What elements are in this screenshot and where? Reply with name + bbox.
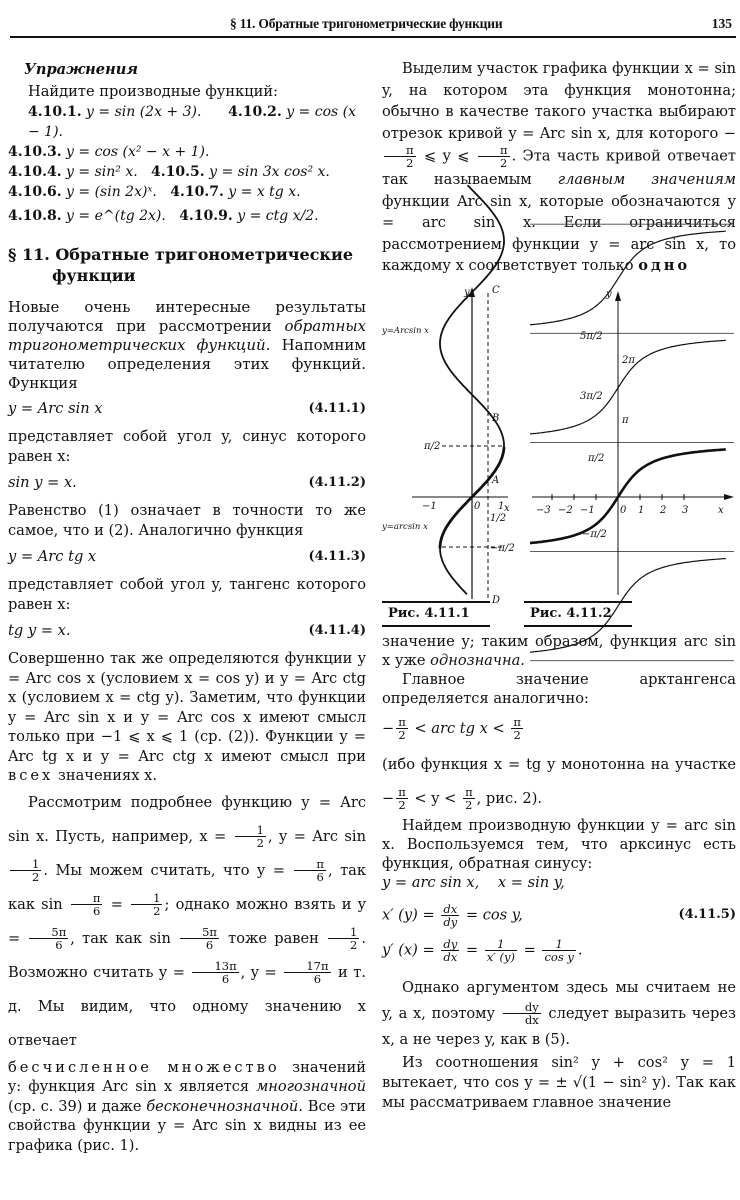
text: < y <: [409, 789, 462, 807]
equation-number: (4.11.2): [308, 475, 366, 490]
label-arcsin: y=arcsin x: [382, 521, 428, 532]
equation: y′ (x) = $\frac{dy}{dx}$ = $\frac{1}{x' (y)}$ = $\frac{1}{\text{cos y}}$ .: [382, 936, 583, 964]
point-B: B: [492, 412, 500, 424]
equation-number: (4.11.5): [678, 907, 736, 922]
frac-num: dy: [503, 1001, 541, 1014]
text: следует выразить через x, а не через y, как в (5).: [382, 1004, 736, 1048]
exercise-number: 4.10.1.: [28, 104, 82, 120]
equation-4-11-1: [8, 399, 366, 419]
exercise-number: 4.10.6.: [8, 184, 62, 200]
frac-num: 1: [131, 892, 162, 905]
text: значений y: функция Arc sin x является: [8, 1058, 366, 1095]
spaced-emphasis: всех: [8, 767, 54, 784]
equation-number: (4.11.4): [308, 623, 366, 638]
text: , так как sin: [8, 861, 366, 913]
page-number: 135: [711, 16, 732, 31]
x-axis-label: x: [504, 502, 510, 514]
exercise-number: 4.10.8.: [8, 208, 62, 224]
text: Новые очень интересные результаты получаются при рассмотрении: [8, 298, 366, 335]
exercise-expr: y = (sin 2x)ˣ.: [66, 184, 157, 200]
frac-den: 2: [153, 904, 161, 918]
label-pi-half: π/2: [588, 452, 605, 464]
paragraph: Главное значение арктангенса определяется аналогично:: [382, 670, 736, 707]
x-axis-label: x: [718, 504, 724, 516]
exercise-number: 4.10.5.: [151, 164, 205, 180]
spaced-emphasis: бесчисленное множество: [8, 1058, 280, 1076]
text: ⩽ y ⩽: [417, 147, 476, 165]
text: значение y; таким образом, функция arc sin x уже: [382, 632, 736, 669]
equation-4-11-3: [8, 547, 366, 567]
exercise-expr: y = e^(tg 2x).: [66, 208, 166, 224]
x-tick-label: 2: [660, 504, 667, 516]
text: ; однако можно взять и y =: [8, 895, 366, 947]
frac-den: dx: [443, 949, 458, 964]
frac-den: 2: [513, 728, 521, 742]
frac-den: 2: [350, 938, 358, 952]
label-Arcsin: y=Arcsin x: [382, 325, 429, 336]
frac-num: 5π: [180, 926, 219, 939]
paragraph: Равенство (1) означает в точности то же самое, что и (2). Аналогично функция: [8, 502, 366, 539]
equation-4-11-5: [382, 903, 736, 928]
frac-den: 6: [221, 972, 230, 986]
frac-den: 2: [500, 156, 508, 170]
text: Напомним читателю определения этих функций. Функция: [8, 336, 366, 392]
emphasis: однозначна.: [430, 651, 525, 669]
text: значениях x.: [53, 767, 157, 784]
frac-den: cos y: [544, 949, 574, 964]
exercise-expr: y = ctg x/2.: [237, 208, 319, 224]
exercise-number: 4.10.3.: [8, 144, 62, 160]
text: , y =: [240, 963, 283, 981]
frac-den: dx: [524, 1013, 539, 1027]
paragraph: [8, 649, 366, 786]
label-5pi-half: 5π/2: [580, 330, 603, 342]
paragraph: [382, 632, 736, 670]
paragraph: [382, 748, 736, 816]
paragraph: [8, 298, 366, 393]
equation: sin y = x.: [8, 474, 77, 491]
label-pi: π: [622, 414, 629, 426]
frac-num: π: [294, 858, 326, 871]
frac-num: dx: [443, 901, 458, 916]
right-column: [382, 58, 736, 1113]
point-A: A: [492, 474, 500, 486]
text: тоже равен: [220, 929, 327, 947]
frac-num: 1: [485, 938, 517, 951]
paragraph: Из соотношения sin² y + cos² y = 1 вытекает, что cos y = ± √(1 − sin² y). Так как мы рассматриваем главное значение: [382, 1053, 736, 1111]
equation-number: (4.11.3): [308, 549, 366, 564]
y-axis-arrow: [615, 291, 621, 301]
frac-den: 2: [465, 798, 473, 812]
text: . Эта часть кривой отвечает так называемым: [382, 147, 736, 188]
tick-half: 1/2: [490, 512, 507, 524]
paragraph: Найдем производную функции y = arc sin x. Воспользуемся тем, что арксинус есть функция, обратная синусу:: [382, 816, 736, 872]
text: x′ (y) =: [382, 906, 440, 923]
text: −: [382, 719, 395, 737]
arctg-principal-curve: [530, 449, 726, 543]
equation-4-11-4: [8, 621, 366, 641]
frac-num: 17π: [284, 960, 330, 973]
figures-block: [382, 281, 736, 626]
text: . Мы можем считать, что y =: [43, 861, 293, 879]
exercises-block: [8, 60, 366, 102]
x-tick-label: 3: [682, 504, 689, 516]
x-tick-label: −3: [536, 504, 551, 516]
frac-num: 1: [10, 858, 41, 871]
emphasis: бесконечнозначной.: [146, 1097, 303, 1115]
x-tick-label: 0: [620, 504, 627, 516]
left-column: [8, 58, 366, 1155]
text: (ср. с. 39) и даже: [8, 1097, 147, 1115]
exercise-expr: y = sin² x.: [66, 164, 138, 180]
label-2pi: 2π: [622, 354, 635, 366]
paragraph: [382, 975, 736, 1053]
arctg-inequality: [382, 714, 736, 744]
frac-den: 2: [256, 836, 264, 850]
exercise-expr: y = sin (2x + 3).: [86, 104, 202, 120]
emphasis: главным значениям: [557, 171, 736, 188]
text: , так как sin: [70, 929, 179, 947]
frac-den: 2: [398, 798, 406, 812]
frac-num: π: [71, 892, 103, 905]
equation: y = Arc tg x: [8, 548, 97, 565]
paragraph: представляет собой угол y, тангенс которого равен x:: [8, 576, 366, 613]
exercise-number: 4.10.7.: [170, 184, 224, 200]
text: , рис. 2).: [476, 789, 543, 807]
page-header: [10, 14, 736, 38]
emphasis: многозначной: [256, 1078, 366, 1095]
label-3pi-half: 3π/2: [580, 390, 603, 402]
text: (ибо функция x = tg y монотонна на участке −: [382, 755, 736, 807]
equation-4-11-2: [8, 473, 366, 493]
paragraph: [382, 58, 736, 277]
text: < arc tg x <: [409, 719, 510, 737]
paragraph: представляет собой угол y, синус которого равен x:: [8, 428, 366, 465]
frac-num: π: [465, 785, 473, 799]
point-C: C: [492, 284, 500, 296]
tick-neg-pi-half: −π/2: [490, 542, 515, 554]
frac-den: 2: [398, 728, 406, 742]
section-title-line1: § 11. Обратные тригонометрические: [8, 245, 354, 264]
equation: y = arc sin x, x = sin y,: [382, 873, 565, 891]
frac-num: 5π: [29, 926, 68, 939]
frac-num: π: [398, 715, 406, 729]
exercise-number: 4.10.2.: [228, 104, 282, 120]
text: функции Arc sin x, которые обозначаются y = arc sin x. Если ограничиться рассмотрением функции y = arc sin x, то каждому x соответствует только: [382, 192, 736, 274]
frac-num: 1: [328, 926, 359, 939]
exercise-expr: y = x tg x.: [228, 184, 301, 200]
x-tick-label: 1: [638, 504, 645, 516]
text: , y = Arc sin: [268, 827, 366, 845]
figure-arcsin-graph: [382, 281, 515, 606]
tick-one: 1: [498, 500, 505, 512]
frac-num: π: [384, 144, 416, 157]
frac-den: 6: [93, 904, 101, 918]
exercise-expr: y = sin 3x cos² x.: [209, 164, 330, 180]
figure-arctg-graph: [522, 281, 740, 601]
exercise-expr: y = cos (x² − x + 1).: [66, 144, 210, 160]
y-axis-label: y: [464, 286, 470, 298]
point-D: D: [492, 594, 501, 606]
text: Однако аргументом здесь мы считаем не y, а x, поэтому: [382, 978, 736, 1022]
text: Выделим участок графика функции x = sin y, на котором эта функция монотонна; обычно в качестве такого участка выбирают отрезок кривой y = Arc sin x, для которого −: [382, 60, 736, 142]
frac-den: 6: [55, 938, 63, 952]
equation-number: (4.11.1): [308, 401, 366, 416]
equation: [382, 903, 523, 928]
text: и т. д. Мы видим, что одному значению x отвечает: [8, 963, 366, 1049]
frac-den: x′ (y): [486, 949, 515, 964]
section-title-line2: функции: [52, 266, 136, 285]
exercise-number: 4.10.4.: [8, 164, 62, 180]
text: y′ (x) =: [382, 941, 440, 958]
exercise-expr: y = cos (x − 1).: [28, 104, 356, 140]
frac-den: 2: [32, 870, 40, 884]
frac-num: π: [398, 785, 406, 799]
frac-den: 6: [313, 972, 322, 986]
paragraph: [8, 786, 366, 1058]
frac-num: dy: [443, 936, 458, 951]
tick-zero: 0: [474, 500, 481, 512]
exercises-heading: Упражнения: [24, 61, 138, 78]
paragraph-cont: [8, 1058, 366, 1156]
text: =: [104, 895, 130, 913]
tick-pi-half: π/2: [424, 440, 441, 452]
equation: tg y = x.: [8, 622, 71, 639]
text: Совершенно так же определяются функции y = Arc cos x (условием x = cos y) и y = Arc ctg x (условием x = ctg y). Заметим, что функции y = Arc sin x и y = Arc cos x имеют смысл только при −1 ⩽ x ⩽ 1 (ср. (2)). Функции y = Arc tg x и y = Arc ctg x имеют смысл при: [8, 650, 366, 765]
frac-den: dy: [443, 914, 458, 929]
section-title: [8, 244, 366, 286]
text: Рассмотрим подробнее функцию y = Arc sin x. Пусть, например, x =: [8, 793, 366, 845]
frac-num: π: [478, 144, 510, 157]
x-tick-label: −1: [580, 504, 595, 516]
text: . Возможно считать y =: [8, 929, 366, 981]
equation: y = Arc sin x: [8, 400, 103, 417]
spaced-emphasis: одно: [638, 257, 691, 274]
label-neg-pi-half: −π/2: [582, 528, 607, 540]
frac-num: 1: [235, 824, 266, 837]
x-tick-label: −2: [558, 504, 573, 516]
frac-den: 6: [205, 938, 214, 952]
exercises-intro: Найдите производные функций:: [28, 83, 278, 100]
figure-caption-1: Рис. 4.11.1: [382, 601, 490, 627]
frac-den: 6: [316, 870, 324, 884]
text: = cos y,: [461, 906, 523, 923]
frac-den: 2: [406, 156, 414, 170]
frac-num: 13π: [192, 960, 238, 973]
exercise-list: [8, 102, 366, 226]
x-axis-arrow: [724, 494, 734, 500]
frac-num: π: [513, 715, 521, 729]
y-axis-label: y: [606, 288, 612, 300]
running-title: § 11. Обратные тригонометрические функции: [230, 16, 503, 31]
exercise-number: 4.10.9.: [179, 208, 233, 224]
tick-neg-one: −1: [422, 500, 437, 512]
text: Все эти свойства функции y = Arc sin x видны из ее графика (рис. 1).: [8, 1097, 366, 1154]
emphasis: обратных тригонометрических функций.: [8, 317, 366, 354]
frac-num: 1: [542, 938, 575, 951]
figure-caption-2: Рис. 4.11.2: [524, 601, 632, 627]
